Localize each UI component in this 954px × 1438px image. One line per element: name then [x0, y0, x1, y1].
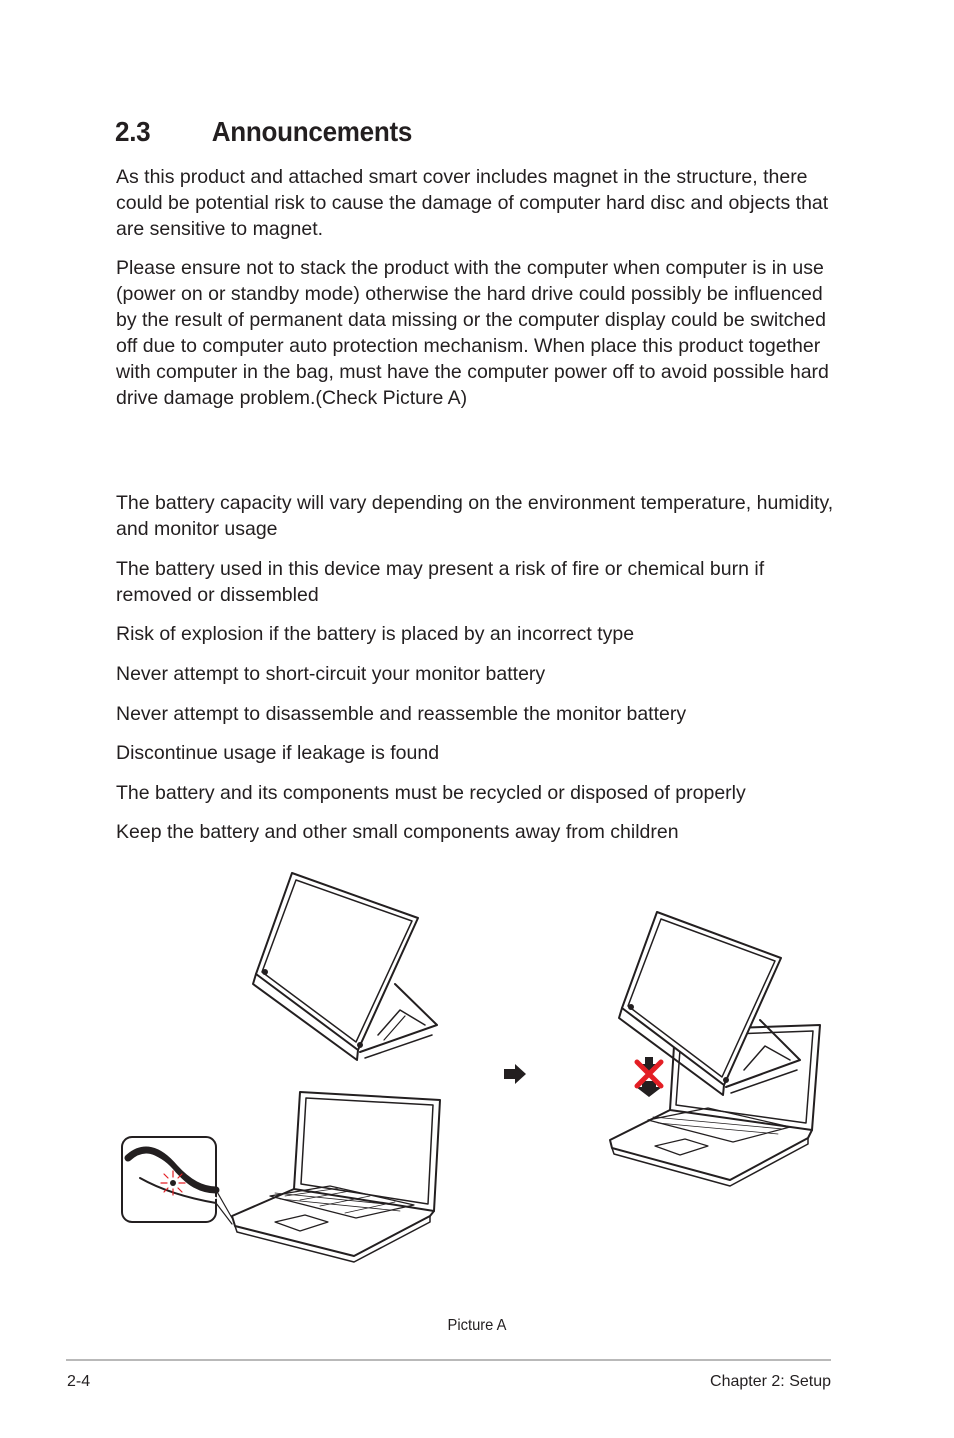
magnet-damage-inset: [122, 1137, 232, 1224]
footer-divider: [66, 1359, 831, 1361]
arrow-right-icon: [504, 1064, 526, 1084]
prohibited-x-icon: [636, 1057, 662, 1097]
section-title: Announcements: [211, 116, 413, 147]
paragraph-battery-fire-risk: The battery used in this device may present a risk of fire or chemical burn if removed or dissembled: [116, 558, 765, 606]
paragraph-battery-capacity: The battery capacity will vary depending on the environment temperature, humidity, and monitor usage: [116, 492, 834, 540]
figure-caption: Picture A: [447, 1317, 507, 1334]
paragraph-leakage: Discontinue usage if leakage is found: [116, 742, 440, 764]
chapter-label: Chapter 2: Setup: [710, 1373, 831, 1390]
page-number: 2-4: [67, 1373, 91, 1390]
paragraph-explosion-risk: Risk of explosion if the battery is placed by an incorrect type: [116, 623, 635, 645]
paragraph-magnet-warning: As this product and attached smart cover includes magnet in the structure, there could be potential risk to cause the damage of computer hard disc and objects that are sensitive to magnet.: [116, 166, 829, 240]
picture-a-illustration: [110, 862, 840, 1282]
paragraph-children: Keep the battery and other small components away from children: [116, 821, 679, 843]
magnet-damage-spark-icon: [161, 1171, 185, 1195]
paragraph-stacking-warning: Please ensure not to stack the product with the computer when computer is in use (power on or standby mode) otherwise the hard drive could possibly be influenced by the result of permanent data missing or the computer display could be switched off due to computer auto protection mechanism. When place this product together with computer in the bag, must have the computer power off to avoid possible hard drive damage problem.(Check Picture A): [116, 257, 829, 409]
section-heading: [115, 116, 412, 148]
portable-monitor: [253, 873, 437, 1060]
section-number: 2.3: [115, 116, 151, 147]
paragraph-short-circuit: Never attempt to short-circuit your monitor battery: [116, 663, 546, 685]
paragraph-disassemble: Never attempt to disassemble and reassemble the monitor battery: [116, 703, 687, 725]
paragraph-recycle: The battery and its components must be recycled or disposed of properly: [116, 782, 746, 804]
laptop: [232, 1092, 440, 1262]
